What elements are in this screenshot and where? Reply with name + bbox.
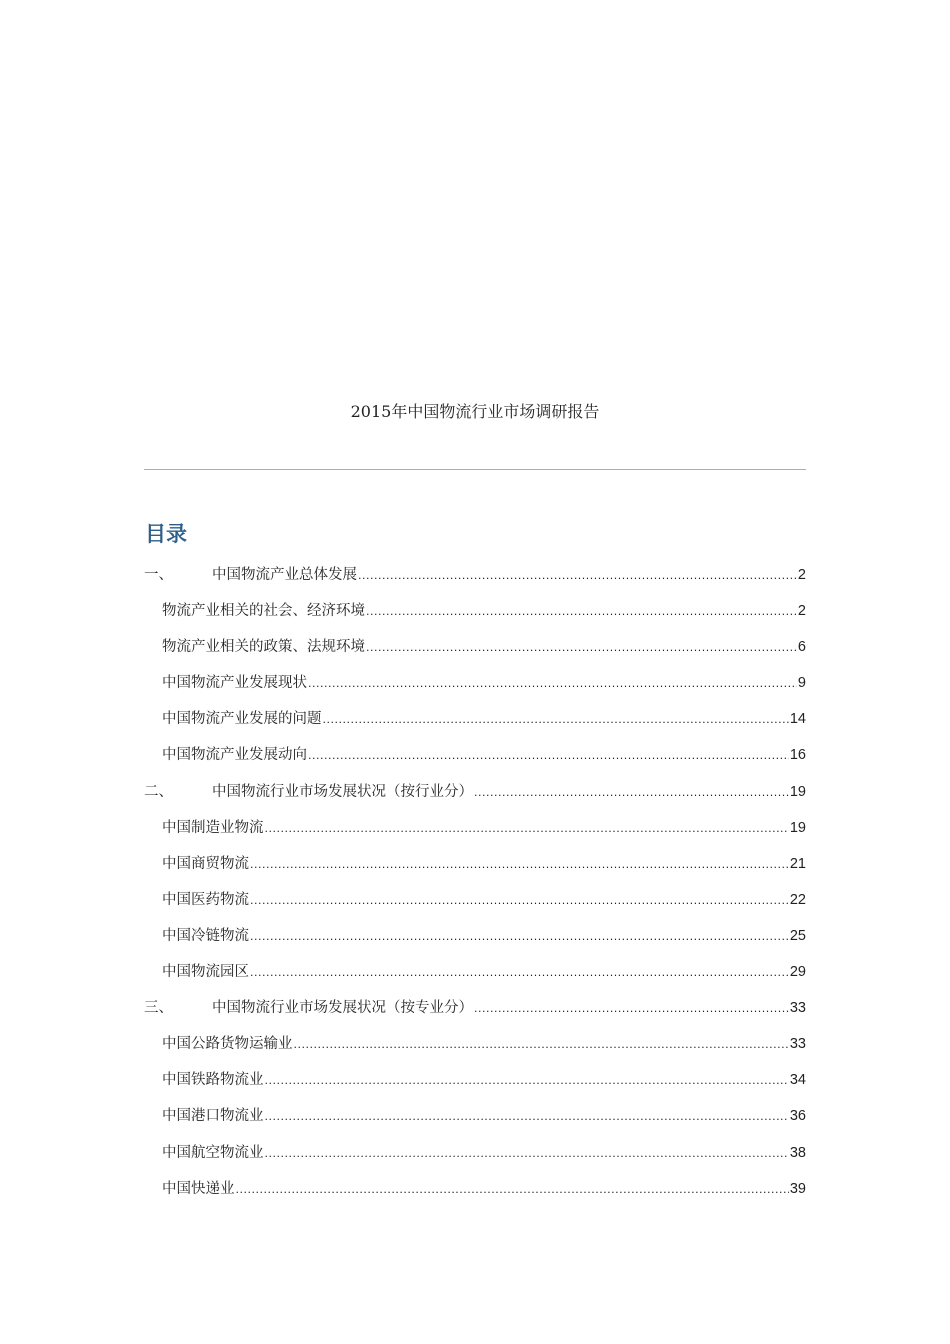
toc-dot-leader: [294, 1033, 789, 1057]
toc-entry-chapter-1[interactable]: [144, 563, 806, 599]
toc-entry-title: 中国公路货物运输业: [162, 1036, 293, 1053]
toc-entry[interactable]: [144, 816, 806, 852]
toc-entry-title: 中国商贸物流: [162, 855, 249, 872]
toc-entry[interactable]: [144, 924, 806, 960]
table-of-contents: [144, 563, 806, 1213]
toc-entry-page: 39: [789, 1180, 806, 1197]
toc-entry[interactable]: [144, 671, 806, 707]
toc-dot-leader: [308, 744, 789, 768]
toc-entry-title: 中国冷链物流: [162, 927, 249, 944]
toc-entry-page: 2: [797, 603, 806, 620]
toc-dot-leader: [265, 817, 789, 841]
toc-entry-title: 中国物流产业总体发展: [212, 567, 357, 583]
toc-entry-number: 三、: [144, 1000, 173, 1017]
toc-entry[interactable]: [144, 599, 806, 635]
toc-entry[interactable]: [144, 1104, 806, 1140]
document-title: 2015年中国物流行业市场调研报告: [350, 402, 600, 421]
toc-entry-page: 33: [789, 1000, 806, 1017]
toc-entry-page: 25: [789, 927, 806, 944]
toc-entry-page: 9: [797, 675, 806, 692]
toc-entry-page: 16: [789, 747, 806, 764]
toc-entry[interactable]: [144, 960, 806, 996]
toc-dot-leader: [236, 1178, 789, 1202]
toc-dot-leader: [366, 600, 797, 624]
toc-entry[interactable]: [144, 1068, 806, 1104]
toc-heading: 目录: [145, 522, 187, 546]
toc-entry[interactable]: [144, 1177, 806, 1213]
toc-entry-page: 21: [789, 855, 806, 872]
toc-entry-number: 二、: [144, 783, 173, 800]
toc-entry-page: 2: [797, 567, 806, 583]
toc-dot-leader: [474, 997, 789, 1021]
toc-dot-leader: [250, 889, 789, 913]
toc-dot-leader: [250, 961, 789, 985]
toc-entry-number: 一、: [144, 567, 173, 583]
toc-entry[interactable]: [144, 743, 806, 779]
toc-entry[interactable]: [144, 707, 806, 743]
toc-entry-title: 中国铁路物流业: [162, 1072, 264, 1089]
toc-dot-leader: [358, 564, 797, 588]
toc-entry-page: 22: [789, 891, 806, 908]
toc-entry[interactable]: [144, 852, 806, 888]
toc-entry-page: 19: [789, 783, 806, 800]
toc-dot-leader: [265, 1069, 789, 1093]
toc-entry-title: 中国物流行业市场发展状况（按行业分）: [212, 783, 473, 800]
toc-entry-title: 中国物流行业市场发展状况（按专业分）: [212, 1000, 473, 1017]
title-divider: [144, 469, 806, 470]
toc-entry-page: 14: [789, 711, 806, 728]
toc-entry-title: 中国医药物流: [162, 891, 249, 908]
toc-entry-title: 中国物流产业发展现状: [162, 675, 307, 692]
toc-entry-title: 中国物流产业发展动向: [162, 747, 307, 764]
toc-entry-title: 中国航空物流业: [162, 1144, 264, 1161]
toc-entry-page: 6: [797, 639, 806, 656]
toc-entry-chapter-3[interactable]: [144, 996, 806, 1032]
toc-entry-title: 中国物流园区: [162, 964, 249, 981]
toc-entry-title: 中国港口物流业: [162, 1108, 264, 1125]
toc-entry-page: 38: [789, 1144, 806, 1161]
toc-entry[interactable]: [144, 635, 806, 671]
toc-dot-leader: [250, 853, 789, 877]
toc-entry-page: 19: [789, 819, 806, 836]
toc-entry-title: 中国快递业: [162, 1180, 235, 1197]
toc-dot-leader: [250, 925, 789, 949]
toc-dot-leader: [265, 1105, 789, 1129]
toc-entry-title: 中国物流产业发展的问题: [162, 711, 322, 728]
toc-entry-page: 36: [789, 1108, 806, 1125]
toc-entry-page: 33: [789, 1036, 806, 1053]
toc-entry-chapter-2[interactable]: [144, 780, 806, 816]
toc-dot-leader: [366, 636, 797, 660]
toc-entry-page: 34: [789, 1072, 806, 1089]
toc-dot-leader: [474, 781, 789, 805]
toc-dot-leader: [265, 1142, 789, 1166]
toc-entry[interactable]: [144, 888, 806, 924]
toc-entry[interactable]: [144, 1141, 806, 1177]
toc-entry-title: 物流产业相关的政策、法规环境: [162, 639, 365, 656]
toc-entry-title: 中国制造业物流: [162, 819, 264, 836]
toc-entry-page: 29: [789, 964, 806, 981]
toc-entry[interactable]: [144, 1032, 806, 1068]
toc-dot-leader: [308, 672, 797, 696]
toc-dot-leader: [323, 708, 789, 732]
toc-entry-title: 物流产业相关的社会、经济环境: [162, 603, 365, 620]
